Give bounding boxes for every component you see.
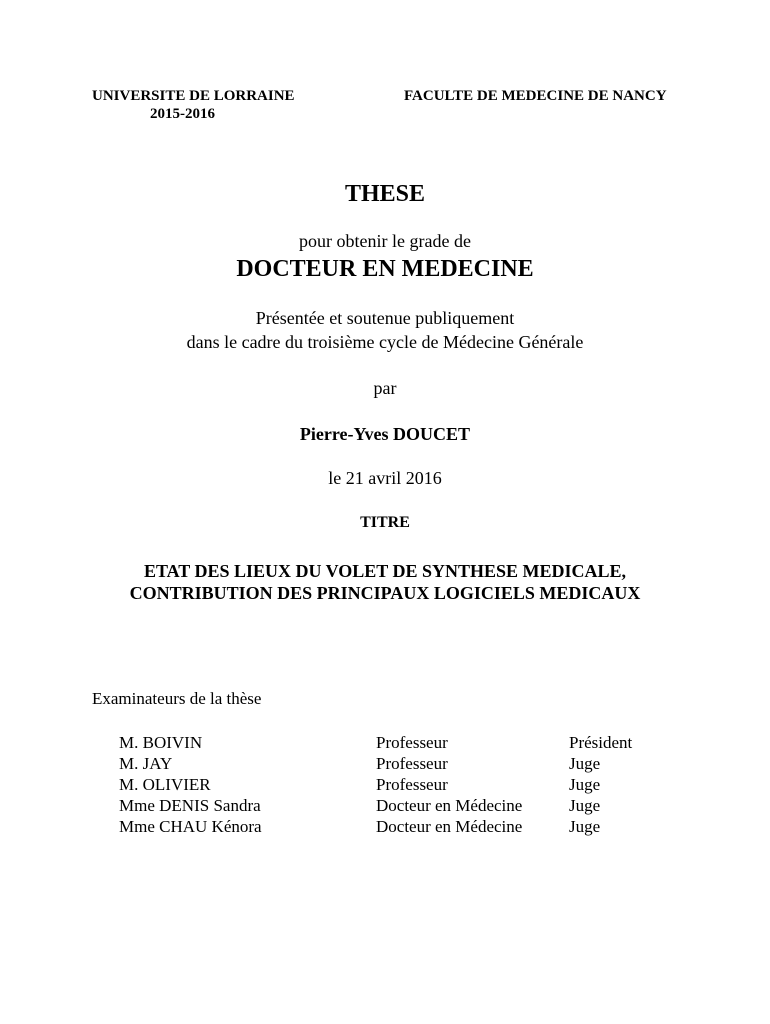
examiner-row: [0, 817, 770, 838]
examiner-title: Professeur: [376, 754, 448, 773]
examiner-title: Professeur: [376, 775, 448, 794]
document-type: THESE: [344, 181, 426, 207]
examiner-name: M. OLIVIER: [119, 775, 211, 794]
university-name: UNIVERSITE DE LORRAINE: [92, 88, 295, 104]
presented-line-2: dans le cadre du troisième cycle de Médecine Générale: [186, 332, 584, 352]
examiner-row: [0, 796, 770, 817]
thesis-title-line-1: ETAT DES LIEUX DU VOLET DE SYNTHESE MEDICALE,: [143, 561, 627, 581]
academic-year: 2015-2016: [150, 106, 215, 122]
examiner-role: Président: [569, 733, 633, 752]
examiner-name: M. JAY: [119, 754, 173, 773]
examiner-role: Juge: [569, 754, 601, 773]
examiner-name: Mme CHAU Kénora: [119, 817, 262, 836]
by-text: par: [373, 378, 397, 398]
examiner-row: [0, 775, 770, 796]
presented-line-1: Présentée et soutenue publiquement: [255, 308, 515, 328]
examiner-title: Docteur en Médecine: [376, 796, 523, 815]
author-name: Pierre-Yves DOUCET: [299, 424, 471, 444]
examiner-name: Mme DENIS Sandra: [119, 796, 261, 815]
examiner-title: Docteur en Médecine: [376, 817, 523, 836]
examiner-role: Juge: [569, 796, 601, 815]
intro-text: pour obtenir le grade de: [299, 231, 471, 251]
title-heading: TITRE: [360, 514, 410, 531]
faculty-name: FACULTE DE MEDECINE DE NANCY: [404, 88, 667, 104]
examiner-row: [0, 733, 770, 754]
examiner-role: Juge: [569, 775, 601, 794]
degree-title: DOCTEUR EN MEDECINE: [236, 256, 534, 282]
examiner-row: [0, 754, 770, 775]
defense-date: le 21 avril 2016: [328, 468, 442, 488]
examiner-name: M. BOIVIN: [119, 733, 203, 752]
thesis-title-line-2: CONTRIBUTION DES PRINCIPAUX LOGICIELS MEDICAUX: [129, 583, 641, 603]
examiner-title: Professeur: [376, 733, 448, 752]
examiner-role: Juge: [569, 817, 601, 836]
examiners-heading: Examinateurs de la thèse: [92, 689, 262, 708]
